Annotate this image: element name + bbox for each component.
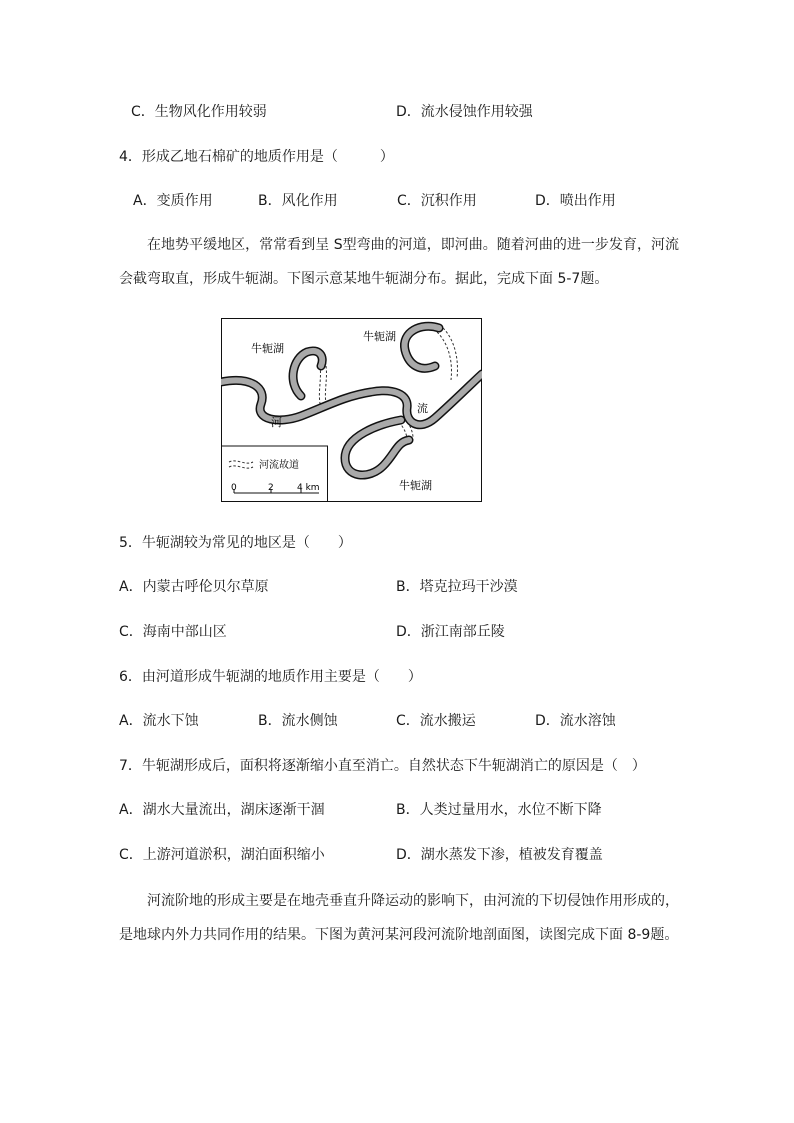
q6-option-a: A．流水下蚀 bbox=[119, 713, 199, 729]
legend-label: 河流故道 bbox=[259, 460, 299, 471]
q6-stem: 6．由河道形成牛轭湖的地质作用主要是（ ） bbox=[119, 669, 422, 685]
oxbow-lake-map bbox=[221, 318, 482, 502]
passage-river-terrace-intro: 河流阶地的形成主要是在地壳垂直升降运动的影响下，由河流的下切侵蚀作用形成的，是地球内外力共同作用的结果。下图为黄河某河段河流阶地剖面图，读图完成下面 8-9题。 bbox=[119, 893, 679, 943]
q4-option-b: B．风化作用 bbox=[258, 193, 338, 209]
q5-option-a: A．内蒙古呼伦贝尔草原 bbox=[119, 579, 269, 595]
river-label-liu: 流 bbox=[417, 402, 428, 415]
lake-label-upper-right: 牛轭湖 bbox=[363, 330, 396, 343]
q6-option-c: C．流水搬运 bbox=[396, 713, 476, 729]
lake-label-bottom: 牛轭湖 bbox=[399, 479, 432, 492]
q3-option-d: D．流水侵蚀作用较强 bbox=[396, 104, 533, 120]
legend-box bbox=[222, 446, 328, 502]
q6-option-b: B．流水侧蚀 bbox=[258, 713, 338, 729]
q5-option-c: C．海南中部山区 bbox=[119, 624, 227, 640]
lake-label-left: 牛轭湖 bbox=[251, 342, 284, 355]
q7-option-b: B．人类过量用水，水位不断下降 bbox=[396, 802, 602, 818]
q4-stem: 4．形成乙地石棉矿的地质作用是（ ） bbox=[119, 149, 394, 165]
q5-option-b: B．塔克拉玛干沙漠 bbox=[396, 579, 518, 595]
river-label-he: 河 bbox=[271, 416, 282, 429]
q6-option-d: D．流水溶蚀 bbox=[535, 713, 616, 729]
passage-oxbow-intro: 在地势平缓地区，常常看到呈 S型弯曲的河道，即河曲。随着河曲的进一步发育，河流会截弯取直，形成牛轭湖。下图示意某地牛轭湖分布。据此，完成下面 5-7题。 bbox=[119, 237, 679, 287]
q7-option-d: D．湖水蒸发下渗，植被发育覆盖 bbox=[396, 847, 603, 863]
q3-option-c: C．生物风化作用较弱 bbox=[131, 104, 267, 120]
q4-option-a: A．变质作用 bbox=[133, 193, 213, 209]
q7-stem: 7．牛轭湖形成后，面积将逐渐缩小直至消亡。自然状态下牛轭湖消亡的原因是（ ） bbox=[119, 758, 646, 774]
q5-option-d: D．浙江南部丘陵 bbox=[396, 624, 505, 640]
q7-option-c: C．上游河道淤积，湖泊面积缩小 bbox=[119, 847, 325, 863]
q5-stem: 5．牛轭湖较为常见的地区是（ ） bbox=[119, 535, 352, 551]
q7-option-a: A．湖水大量流出，湖床逐渐干涸 bbox=[119, 802, 325, 818]
q4-option-d: D．喷出作用 bbox=[535, 193, 616, 209]
scale-label-2: 2 bbox=[268, 483, 274, 493]
scale-label-4km: 4 km bbox=[297, 483, 320, 493]
scale-label-0: 0 bbox=[231, 483, 237, 493]
q4-option-c: C．沉积作用 bbox=[397, 193, 477, 209]
